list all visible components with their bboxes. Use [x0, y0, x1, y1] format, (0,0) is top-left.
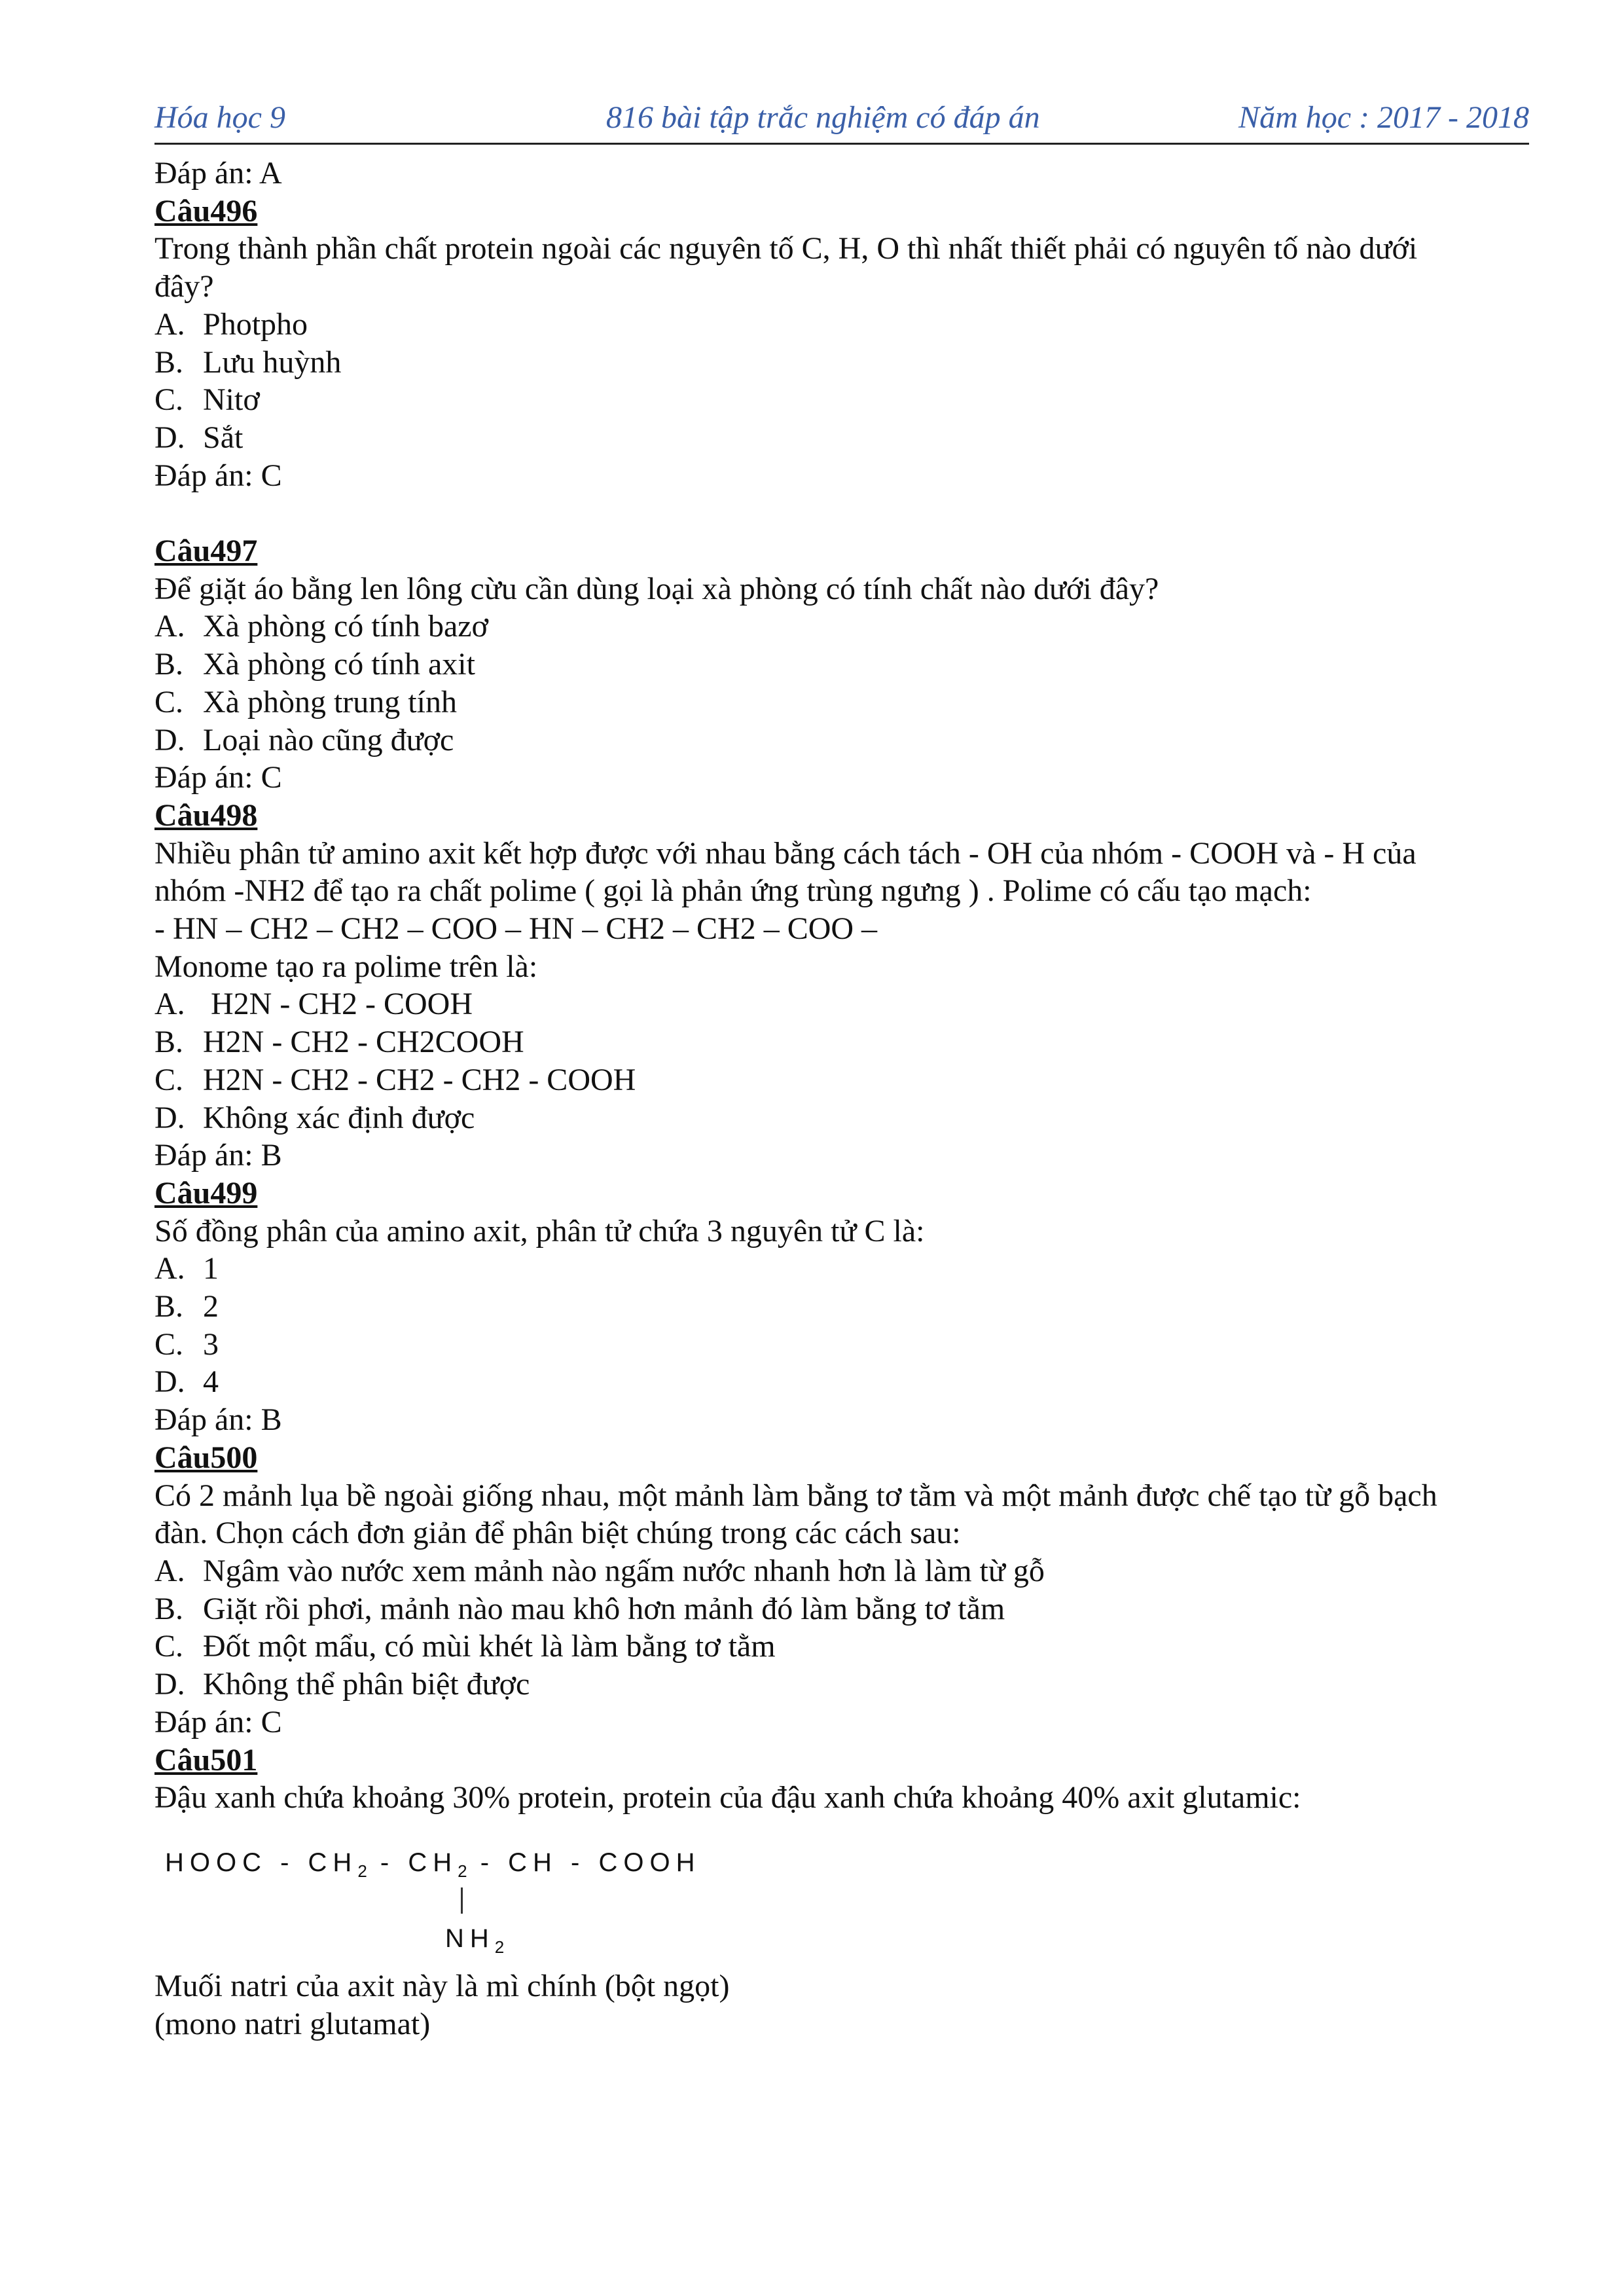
- option-c: C. H2N - CH2 - CH2 - CH2 - COOH: [154, 1062, 636, 1097]
- question-text: Có 2 mảnh lụa bề ngoài giống nhau, một mảnh làm bằng tơ tằm và một mảnh được chế tạo từ gỗ bạch: [154, 1478, 1437, 1513]
- option-a: A. Xà phòng có tính bazơ: [154, 609, 488, 644]
- question-title: Câu498: [154, 797, 258, 833]
- document-body: [154, 155, 1529, 2043]
- spacer: [154, 494, 1529, 532]
- option-c: C. 3: [154, 1326, 219, 1362]
- page-header: [154, 98, 1529, 145]
- answer: Đáp án: B: [154, 1138, 282, 1173]
- glutamic-acid-formula: [154, 1817, 1529, 1967]
- option-b: B. Giặt rồi phơi, mảnh nào mau khô hơn mảnh đó làm bằng tơ tằm: [154, 1591, 1005, 1626]
- answer: Đáp án: C: [154, 1704, 282, 1740]
- question-text: (mono natri glutamat): [154, 2006, 431, 2041]
- question-498: [154, 797, 1529, 1175]
- formula-main-chain: HOOC - $CH_2 - CH_2$ - CH - COOH: [165, 1848, 701, 1881]
- previous-answer: Đáp án: A: [154, 156, 282, 191]
- question-title: Câu497: [154, 534, 258, 569]
- question-text: Trong thành phần chất protein ngoài các nguyên tố C, H, O thì nhất thiết phải có nguyên tố nào dưới: [154, 231, 1418, 266]
- option-c: C. Xà phòng trung tính: [154, 684, 457, 720]
- option-b: B. Lưu huỳnh: [154, 344, 342, 380]
- question-text: Số đồng phân của amino axit, phân tử chứa 3 nguyên tử C là:: [154, 1213, 925, 1248]
- question-text: đây?: [154, 269, 214, 304]
- question-497: [154, 532, 1529, 797]
- answer: Đáp án: C: [154, 760, 282, 795]
- question-text: Monome tạo ra polime trên là:: [154, 949, 538, 984]
- question-500: [154, 1439, 1529, 1741]
- header-subject: Hóa học 9: [154, 100, 285, 135]
- option-b: B. H2N - CH2 - CH2COOH: [154, 1025, 524, 1060]
- question-title: Câu499: [154, 1175, 258, 1211]
- option-b: B. Xà phòng có tính axit: [154, 647, 475, 682]
- option-d: D. 4: [154, 1364, 219, 1400]
- option-a: A. Photpho: [154, 306, 308, 342]
- question-text: Nhiều phân tử amino axit kết hợp được với nhau bằng cách tách - OH của nhóm - COOH và - H của: [154, 835, 1416, 871]
- question-499: [154, 1175, 1529, 1439]
- question-title: Câu500: [154, 1440, 258, 1475]
- question-text: Để giặt áo bằng len lông cừu cần dùng loại xà phòng có tính chất nào dưới đây?: [154, 571, 1159, 606]
- question-title: Câu496: [154, 193, 258, 228]
- question-text: đàn. Chọn cách đơn giản để phân biệt chúng trong các cách sau:: [154, 1516, 961, 1551]
- option-a: A. Ngâm vào nước xem mảnh nào ngấm nước nhanh hơn là làm từ gỗ: [154, 1554, 1045, 1588]
- polymer-structure: - HN – CH2 – CH2 – COO – HN – CH2 – CH2 – COO –: [154, 911, 878, 947]
- option-c: C. Nitơ: [154, 382, 260, 418]
- option-d: D. Không thể phân biệt được: [154, 1667, 530, 1702]
- question-496: [154, 192, 1529, 495]
- option-d: D. Loại nào cũng được: [154, 722, 454, 757]
- option-a: A. 1: [154, 1251, 219, 1286]
- answer: Đáp án: C: [154, 458, 282, 493]
- question-text: Muối natri của axit này là mì chính (bột ngọt): [154, 1968, 730, 2003]
- formula-bond-line: [461, 1887, 463, 1914]
- option-a: A. H2N - CH2 - COOH: [154, 987, 473, 1022]
- answer: Đáp án: B: [154, 1402, 282, 1438]
- question-501: [154, 1741, 1529, 2043]
- question-title: Câu501: [154, 1742, 258, 1777]
- option-c: C. Đốt một mẩu, có mùi khét là làm bằng tơ tằm: [154, 1629, 776, 1664]
- header-title: 816 bài tập trắc nghiệm có đáp án: [606, 100, 1040, 135]
- option-d: D. Sắt: [154, 420, 244, 455]
- question-text: nhóm -NH2 để tạo ra chất polime ( gọi là phản ứng trùng ngưng ) . Polime có cấu tạo mạch:: [154, 873, 1312, 909]
- option-d: D. Không xác định được: [154, 1100, 475, 1135]
- question-text: Đậu xanh chứa khoảng 30% protein, protein của đậu xanh chứa khoảng 40% axit glutamic:: [154, 1780, 1301, 1815]
- option-b: B. 2: [154, 1289, 219, 1324]
- formula-amino-group: $NH_2$: [445, 1923, 505, 1957]
- header-school-year: Năm học : 2017 - 2018: [1238, 100, 1529, 135]
